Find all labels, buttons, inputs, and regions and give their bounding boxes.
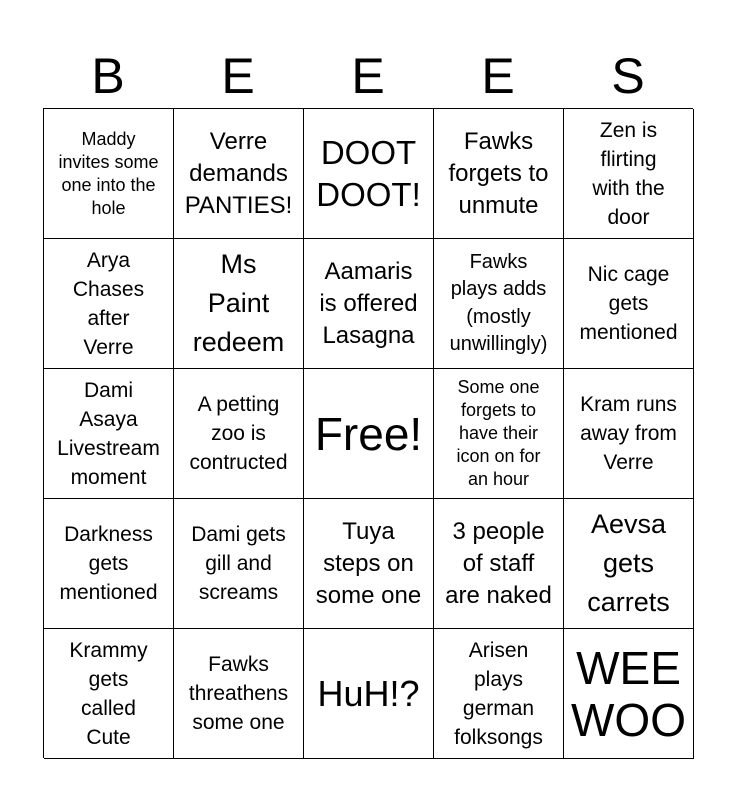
bingo-header: [43, 44, 693, 108]
bingo-cell[interactable]: Some one forgets to have their icon on for an hour: [434, 369, 564, 499]
bingo-cell[interactable]: 3 people of staff are naked: [434, 499, 564, 629]
bingo-cell[interactable]: Nic cage gets mentioned: [564, 239, 694, 369]
bingo-cell[interactable]: Fawks plays adds (mostly unwillingly): [434, 239, 564, 369]
header-letter-e2: E: [351, 48, 385, 104]
bingo-cell[interactable]: Fawks forgets to unmute: [434, 109, 564, 239]
free-space-cell[interactable]: Free!: [304, 369, 434, 499]
bingo-cell[interactable]: Tuya steps on some one: [304, 499, 434, 629]
bingo-cell[interactable]: Dami Asaya Livestream moment: [44, 369, 174, 499]
header-letter-b: B: [91, 48, 125, 104]
header-letter-e3: E: [481, 48, 515, 104]
bingo-cell[interactable]: Arya Chases after Verre: [44, 239, 174, 369]
bingo-cell[interactable]: Darkness gets mentioned: [44, 499, 174, 629]
bingo-grid: [43, 108, 693, 758]
bingo-cell[interactable]: Aevsa gets carrets: [564, 499, 694, 629]
bingo-cell[interactable]: WEE WOO: [564, 629, 694, 759]
bingo-cell[interactable]: Verre demands PANTIES!: [174, 109, 304, 239]
bingo-cell[interactable]: Maddy invites some one into the hole: [44, 109, 174, 239]
bingo-cell[interactable]: DOOT DOOT!: [304, 109, 434, 239]
bingo-cell[interactable]: Zen is flirting with the door: [564, 109, 694, 239]
header-letter-e1: E: [221, 48, 255, 104]
bingo-cell[interactable]: Ms Paint redeem: [174, 239, 304, 369]
bingo-cell[interactable]: Aamaris is offered Lasagna: [304, 239, 434, 369]
bingo-cell[interactable]: Kram runs away from Verre: [564, 369, 694, 499]
bingo-cell[interactable]: HuH!?: [304, 629, 434, 759]
bingo-cell[interactable]: Fawks threathens some one: [174, 629, 304, 759]
header-letter-s: S: [611, 48, 645, 104]
bingo-cell[interactable]: A petting zoo is contructed: [174, 369, 304, 499]
bingo-cell[interactable]: Krammy gets called Cute: [44, 629, 174, 759]
bingo-cell[interactable]: Dami gets gill and screams: [174, 499, 304, 629]
bingo-cell[interactable]: Arisen plays german folksongs: [434, 629, 564, 759]
